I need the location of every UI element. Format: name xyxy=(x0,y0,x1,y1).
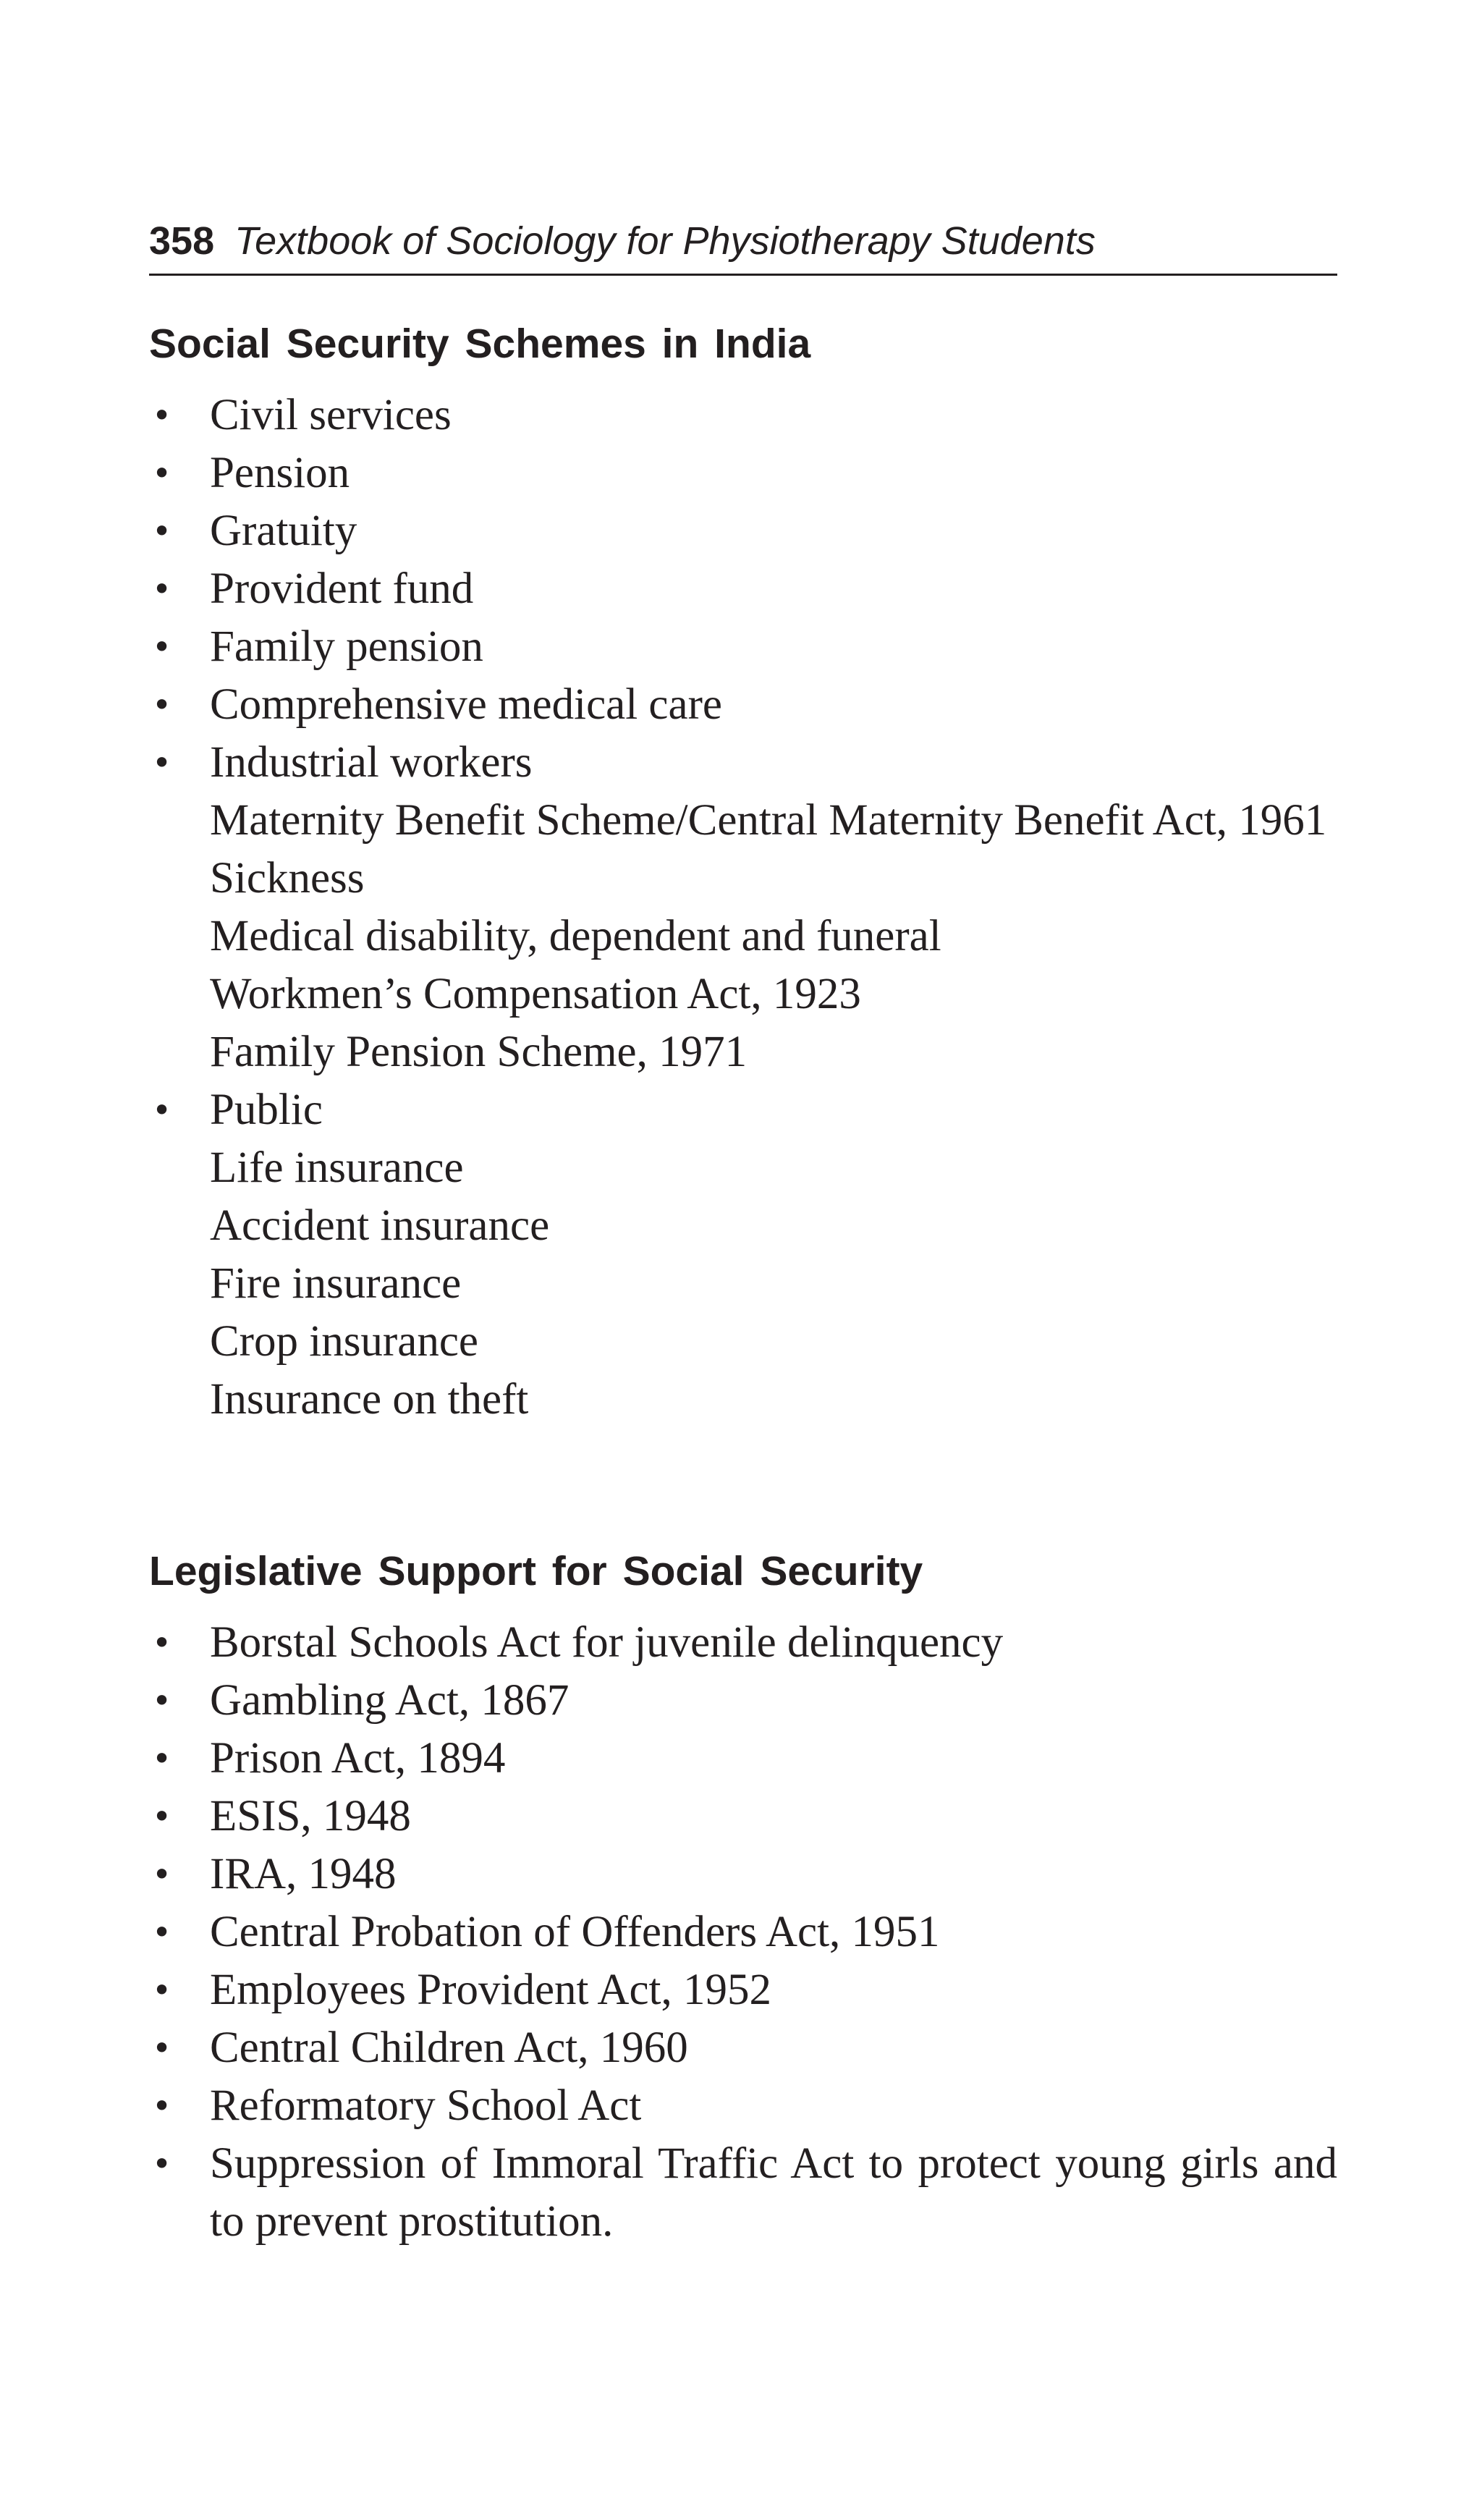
list-item xyxy=(149,676,1337,734)
list-item xyxy=(149,386,1337,444)
bullet-icon: • xyxy=(152,1971,172,2010)
list-item xyxy=(149,502,1337,560)
bullet-icon: • xyxy=(152,627,172,667)
bullet-icon: • xyxy=(152,2144,172,2183)
list-item xyxy=(149,618,1337,676)
list-item xyxy=(149,2135,1337,2251)
list-item-label: Employees Provident Act, 1952 xyxy=(210,1966,771,2014)
social-security-schemes-list xyxy=(149,386,1337,1429)
bullet-icon: • xyxy=(152,2029,172,2068)
section-heading-legislative-support: Legislative Support for Social Security xyxy=(149,1548,923,1594)
list-item-label: Civil services xyxy=(210,391,452,439)
bullet-icon: • xyxy=(152,1623,172,1662)
list-item-label: Comprehensive medical care xyxy=(210,680,722,729)
list-item xyxy=(149,1845,1337,1903)
list-item-label: Suppression of Immoral Traffic Act to protect young girls and to prevent prostitution. xyxy=(210,2139,1337,2246)
list-item xyxy=(149,1614,1337,1672)
list-item-label: Reformatory School Act xyxy=(210,2081,642,2130)
list-item xyxy=(149,444,1337,502)
list-item xyxy=(149,734,1337,1081)
list-item xyxy=(149,1672,1337,1730)
bullet-icon: • xyxy=(152,1855,172,1894)
bullet-icon: • xyxy=(152,396,172,435)
bullet-icon: • xyxy=(152,1091,172,1130)
bullet-icon: • xyxy=(152,1739,172,1778)
bullet-icon: • xyxy=(152,685,172,724)
sub-item: Life insurance xyxy=(210,1143,464,1192)
list-item xyxy=(149,1081,1337,1429)
bullet-icon: • xyxy=(152,512,172,551)
sub-item: Maternity Benefit Scheme/Central Maternity Benefit Act, 1961 xyxy=(210,796,1327,845)
list-item-label: Borstal Schools Act for juvenile delinquency xyxy=(210,1618,1004,1667)
bullet-icon: • xyxy=(152,454,172,493)
list-item xyxy=(149,1903,1337,1961)
list-item-label: ESIS, 1948 xyxy=(210,1792,411,1840)
bullet-icon: • xyxy=(152,1797,172,1836)
list-item xyxy=(149,1961,1337,2019)
list-item-label: Gratuity xyxy=(210,507,357,555)
page-number: 358 xyxy=(149,219,215,263)
legislative-support-list xyxy=(149,1614,1337,2251)
bullet-icon: • xyxy=(152,1913,172,1952)
section-heading-social-security-schemes: Social Security Schemes in India xyxy=(149,321,811,367)
list-item-label: IRA, 1948 xyxy=(210,1850,397,1898)
bullet-icon: • xyxy=(152,1681,172,1720)
list-item xyxy=(149,2019,1337,2077)
list-item xyxy=(149,1730,1337,1788)
sub-item: Medical disability, dependent and funeral xyxy=(210,912,941,960)
bullet-icon: • xyxy=(152,570,172,609)
list-item-label: Central Children Act, 1960 xyxy=(210,2024,688,2072)
list-item-label: Public xyxy=(210,1086,323,1134)
list-item-label: Central Probation of Offenders Act, 1951 xyxy=(210,1908,940,1956)
list-item-label: Family pension xyxy=(210,622,483,671)
bullet-icon: • xyxy=(152,2086,172,2126)
list-item-label: Industrial workers xyxy=(210,738,533,787)
list-item-label: Prison Act, 1894 xyxy=(210,1734,506,1783)
sub-item: Crop insurance xyxy=(210,1317,478,1366)
list-item xyxy=(149,2077,1337,2135)
sub-item: Insurance on theft xyxy=(210,1375,529,1424)
list-item xyxy=(149,1788,1337,1845)
list-item xyxy=(149,560,1337,618)
sub-item: Accident insurance xyxy=(210,1201,550,1250)
bullet-icon: • xyxy=(152,743,172,782)
list-item-label: Gambling Act, 1867 xyxy=(210,1676,569,1725)
page-header xyxy=(149,216,1337,276)
list-item-label: Pension xyxy=(210,449,350,497)
sub-item: Sickness xyxy=(210,854,365,902)
sub-item: Workmen’s Compensation Act, 1923 xyxy=(210,970,861,1018)
list-item-label: Provident fund xyxy=(210,565,474,613)
sub-item: Fire insurance xyxy=(210,1259,462,1308)
sub-item: Family Pension Scheme, 1971 xyxy=(210,1028,748,1076)
running-title: Textbook of Sociology for Physiotherapy Students xyxy=(234,219,1096,263)
